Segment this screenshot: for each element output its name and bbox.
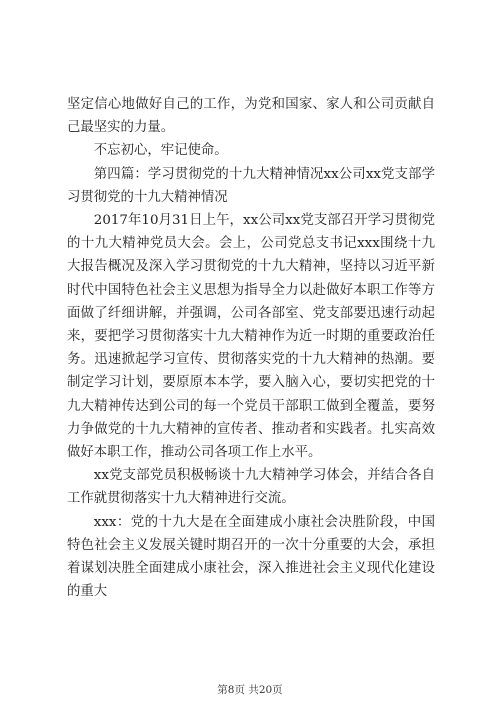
section-heading: 第四篇：学习贯彻党的十九大精神情况xx公司xx党支部学习贯彻党的十九大精神情况 [67,166,435,205]
paragraph-continuation: 坚定信心地做好自己的工作，为党和国家、家人和公司贡献自己最坚实的力量。 [67,97,435,136]
paragraph-speech: xxx：党的十九大是在全面建成小康社会决胜阶段，中国特色社会主义发展关键时期召开的一次十分重要的大会，承担着谋划决胜全面建成小康社会，深入推进社会主义现代化建设的重大 [67,514,435,600]
page-number-footer: 第8页 共20页 [217,684,283,696]
paragraph-exchange: xx党支部党员积极畅谈十九大精神学习体会，并结合各自工作就贯彻落实十九大精神进行交流。 [67,468,435,507]
paragraph-meeting-report: 2017年10月31日上午，xx公司xx党支部召开学习贯彻党的十九大精神党员大会。会上，公司党总支书记xxx围绕十九大报告概况及深入学习贯彻党的十九大精神，坚持以习近平新时代中国特色社会主义思想为指导全力以赴做好本职工作等方面做了纤细讲解，并强调，公司各部室、党支部要迅速行动起来，要把学习贯彻落实十九大精神作为近一时期的重要政治任务。迅速掀起学习宣传、贯彻落实党的十九大精神的热潮。要制定学习计划，要原原本本学，要入脑入心，要切实把党的十九大精神传达到公司的每一个党员干部职工做到全覆盖，要努力争做党的十九大精神的宣传者、推动者和实践者。扎实高效做好本职工作，推动公司各项工作上水平。 [67,213,435,461]
paragraph-motto: 不忘初心，牢记使命。 [93,143,228,159]
document-body [67,93,435,603]
